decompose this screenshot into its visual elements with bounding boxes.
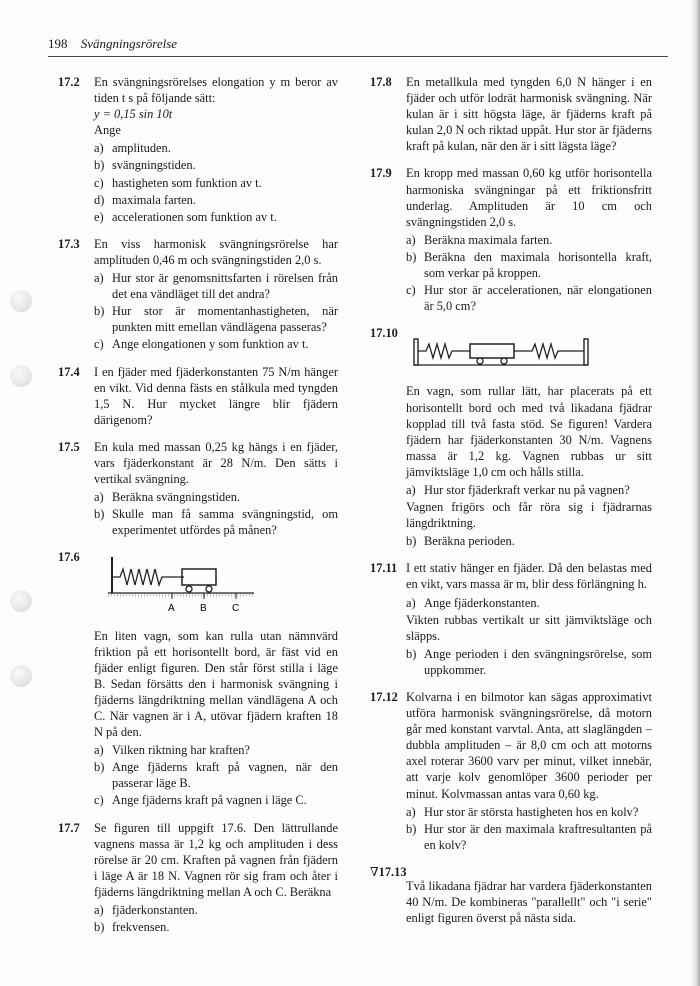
subquestions (406, 533, 652, 549)
spring-cart-figure (94, 549, 338, 619)
sub-text: Beräkna perioden. (424, 534, 515, 549)
problem-text: Se figuren till uppgift 17.6. Den lättrullande vagnens massa är 1,2 kg och amplituden i dess rörelse är 20 cm. Kraften på vagnen från fjädern i läge A är 18 N. Vagnen rör sig fram och åter i fjäderns längdriktning mellan A och C. Beräkna (94, 820, 338, 899)
left-column (58, 74, 338, 946)
subquestions (406, 595, 652, 611)
subquestion (94, 742, 338, 758)
punch-hole (10, 665, 32, 687)
sub-text: Hur stor fjäderkraft verkar nu på vagnen? (424, 482, 630, 497)
sub-letter: a) (94, 141, 104, 156)
page-header (48, 36, 177, 52)
subquestion (406, 595, 652, 611)
subquestion (94, 506, 338, 538)
subquestions (94, 140, 338, 224)
sub-letter: c) (406, 283, 416, 298)
subquestion (94, 902, 338, 918)
sub-text: hastigheten som funktion av t. (112, 175, 262, 190)
subquestion (94, 175, 338, 191)
sub-text: Hur stor är den maximala kraftresultanten på en kolv? (424, 821, 652, 852)
sub-letter: b) (406, 534, 417, 549)
subquestion (94, 192, 338, 208)
problem-17-11 (370, 560, 652, 678)
subquestion (94, 919, 338, 935)
problem-number-text: 17.13 (378, 864, 407, 879)
problem-number: 17.7 (58, 820, 80, 835)
subquestion (406, 232, 652, 248)
punch-hole (10, 590, 32, 612)
double-spring-figure (406, 325, 652, 375)
subquestion (94, 270, 338, 302)
subquestions (94, 742, 338, 808)
label-C: C (232, 603, 240, 615)
sub-letter: b) (94, 760, 105, 775)
problem-text: Kolvarna i en bilmotor kan sägas approximativt utföra harmonisk svängningsrörelse, då motorn går med konstant varvtal. Anta, att slaglängden – dubbla amplituden – är 8,0 cm och att motorns axel roterar 3600 varv per minut, vilket innebär, att varje kolv genomlöper 3600 perioder per minut. Kolvmassan antas vara 0,60 kg. (406, 690, 652, 801)
subquestion (406, 533, 652, 549)
problem-number: 17.5 (58, 439, 80, 454)
subquestions (94, 270, 338, 352)
problem-text: I en fjäder med fjäderkonstanten 75 N/m hänger en vikt. Vid denna fästs en stålkula med tyngden 1,5 N. Hur mycket längre blir fjädern därigenom? (94, 364, 338, 427)
sub-letter: b) (406, 646, 417, 661)
difficulty-marker: ∇ (370, 864, 379, 879)
section-title: Svängningsrörelse (80, 36, 178, 51)
sub-letter: b) (94, 920, 105, 935)
problem-17-13 (370, 864, 652, 926)
label-B: B (200, 603, 207, 615)
sub-letter: a) (94, 743, 104, 758)
sub-text: Vilken riktning har kraften? (112, 743, 250, 758)
problem-text: Vikten rubbas vertikalt ur sitt jämviktsläge och släpps. (406, 612, 652, 643)
problem-17-4 (58, 364, 338, 428)
subquestion (94, 792, 338, 808)
sub-letter: a) (94, 271, 104, 286)
subquestions (406, 646, 652, 678)
problem-17-7 (58, 820, 338, 936)
problem-text: En vagn, som rullar lätt, har placerats på ett horisontellt bord och med två likadana fjädrar kopplad till två fasta stöd. Se figuren! Vardera fjädern har fjäderkonstanten 30 N/m. Vagnens massa är 1,2 kg. Vagnen rubbas ur sitt jämviktsläge 1,0 cm och hålls stilla. (406, 384, 652, 479)
subquestion (94, 140, 338, 156)
page-edge-shadow (690, 0, 700, 986)
sub-letter: a) (94, 903, 104, 918)
problem-number: 17.10 (370, 326, 398, 341)
subquestion (94, 209, 338, 225)
problem-number: 17.2 (58, 75, 80, 89)
sub-text: Beräkna maximala farten. (424, 232, 553, 247)
sub-letter: b) (94, 304, 105, 319)
subquestions (94, 489, 338, 538)
sub-letter: a) (406, 232, 416, 247)
sub-text: frekvensen. (112, 920, 170, 935)
punch-hole (10, 365, 32, 387)
problem-number: 17.12 (370, 690, 398, 704)
sub-letter: a) (406, 804, 416, 819)
sub-text: Beräkna svängningstiden. (112, 490, 241, 505)
subquestion (406, 646, 652, 678)
sub-text: Ange elongationen y som funktion av t. (112, 337, 309, 352)
punch-hole (10, 290, 32, 312)
subquestion (406, 804, 652, 820)
sub-text: Hur stor är accelerationen, när elongationen är 5,0 cm? (424, 283, 652, 314)
subquestions (406, 232, 652, 314)
sub-text: maximala farten. (112, 192, 196, 207)
problem-text: En liten vagn, som kan rulla utan nämnvärd friktion på ett horisontellt bord, är fäst vid en fjäder enligt figuren. Den står först stilla i läge B. Sedan försätts den i harmonisk svängning i fjäderns längdriktning mellan vändlägena A och C. När vagnen är i A, utövar fjädern kraften 18 N på den. (94, 628, 338, 740)
sub-letter: e) (94, 209, 104, 224)
problem-text: En metallkula med tyngden 6,0 N hänger i en fjäder och utför lodrät harmonisk svängning. När kulan är i sitt högsta läge, är fjäderns kraft på kulan 2,0 N och riktad uppåt. Hur stor är fjäderns kraft på kulan, när den är i sitt lägsta läge? (406, 75, 652, 154)
sub-letter: c) (94, 337, 104, 352)
problem-number: 17.6 (58, 550, 80, 565)
problem-text: Två likadana fjädrar har vardera fjäderkonstanten 40 N/m. De kombineras "parallellt" och "i serie" enligt figuren överst på nästa sida. (406, 878, 652, 926)
sub-text: accelerationen som funktion av t. (112, 209, 277, 224)
subquestions (406, 804, 652, 853)
problem-17-10 (370, 325, 652, 549)
subquestion (406, 249, 652, 281)
problem-text: I ett stativ hänger en fjäder. Då den belastas med en vikt, vars massa är m, blir dess förlängning h. (406, 561, 652, 592)
page-number: 198 (48, 36, 68, 51)
sub-text: Beräkna den maximala horisontella kraft, som verkar på kroppen. (424, 249, 652, 281)
sub-letter: c) (94, 793, 104, 808)
sub-letter: b) (406, 249, 417, 264)
subquestion (94, 303, 338, 335)
sub-text: Hur stor är största hastigheten hos en kolv? (424, 804, 639, 819)
problem-number: 17.3 (58, 236, 80, 251)
subquestion (94, 489, 338, 505)
sub-text: Ange perioden i den svängningsrörelse, som uppkommer. (424, 646, 652, 677)
problem-17-12 (370, 689, 652, 853)
subquestion (406, 282, 652, 314)
problem-number: 17.11 (370, 561, 398, 576)
right-column (370, 74, 652, 937)
problem-text: En kula med massan 0,25 kg hängs i en fjäder, vars fjäderkonstant är 28 N/m. Den sätts i vertikal svängning. (94, 439, 338, 487)
sub-text: svängningstiden. (112, 158, 196, 173)
problem-text: Ange (94, 123, 121, 138)
problem-17-5 (58, 439, 338, 539)
sub-text: Ange fjäderns kraft på vagnen i läge C. (112, 793, 307, 808)
sub-text: Ange fjäderkonstanten. (424, 595, 540, 610)
sub-letter: a) (406, 595, 416, 610)
subquestion (406, 482, 652, 498)
problem-17-8 (370, 74, 652, 154)
sub-text: Hur stor är momentanhastigheten, när punkten mitt emellan vändlägena passeras? (112, 304, 338, 335)
subquestion (406, 821, 652, 853)
problem-text: Vagnen frigörs och får röra sig i fjädrarnas längdriktning. (406, 500, 652, 531)
sub-letter: b) (406, 821, 417, 836)
sub-letter: b) (94, 507, 105, 522)
sub-text: fjäderkonstanten. (112, 903, 198, 918)
problem-17-2 (58, 74, 338, 225)
sub-text: amplituden. (112, 141, 171, 156)
problem-number: 17.9 (370, 166, 392, 181)
subquestion (94, 336, 338, 352)
subquestions (94, 902, 338, 935)
problem-number: 17.4 (58, 364, 80, 379)
subquestions (406, 482, 652, 498)
problem-text: En svängningsrörelses elongation y m beror av tiden t s på följande sätt: (94, 75, 338, 106)
problem-17-9 (370, 165, 652, 314)
problem-number: 17.8 (370, 75, 392, 89)
double-spring-diagram (406, 335, 596, 371)
sub-letter: a) (406, 482, 416, 497)
subquestion (94, 759, 338, 791)
problem-text: En kropp med massan 0,60 kg utför horisontella harmoniska svängningar på ett friktionsfritt underlag. Amplituden är 10 cm och svängningstiden 2,0 s. (406, 166, 652, 229)
sub-letter: d) (94, 192, 105, 207)
subquestion (94, 157, 338, 173)
problem-number (370, 864, 407, 880)
problem-text: En viss harmonisk svängningsrörelse har amplituden 0,46 m och svängningstiden 2,0 s. (94, 236, 338, 267)
problem-17-3 (58, 236, 338, 353)
header-rule (48, 56, 668, 57)
sub-letter: b) (94, 158, 105, 173)
sub-text: Ange fjäderns kraft på vagnen, när den passerar läge B. (112, 760, 338, 791)
spring-cart-diagram (94, 549, 264, 615)
problem-17-6 (58, 549, 338, 808)
formula: y = 0,15 sin 10t (94, 107, 173, 122)
sub-letter: a) (94, 490, 104, 505)
sub-letter: c) (94, 175, 104, 190)
sub-text: Skulle man få samma svängningstid, om experimentet utfördes på månen? (112, 507, 338, 538)
label-A: A (168, 603, 175, 615)
sub-text: Hur stor är genomsnittsfarten i rörelsen från det ena vändläget till det andra? (112, 271, 338, 302)
